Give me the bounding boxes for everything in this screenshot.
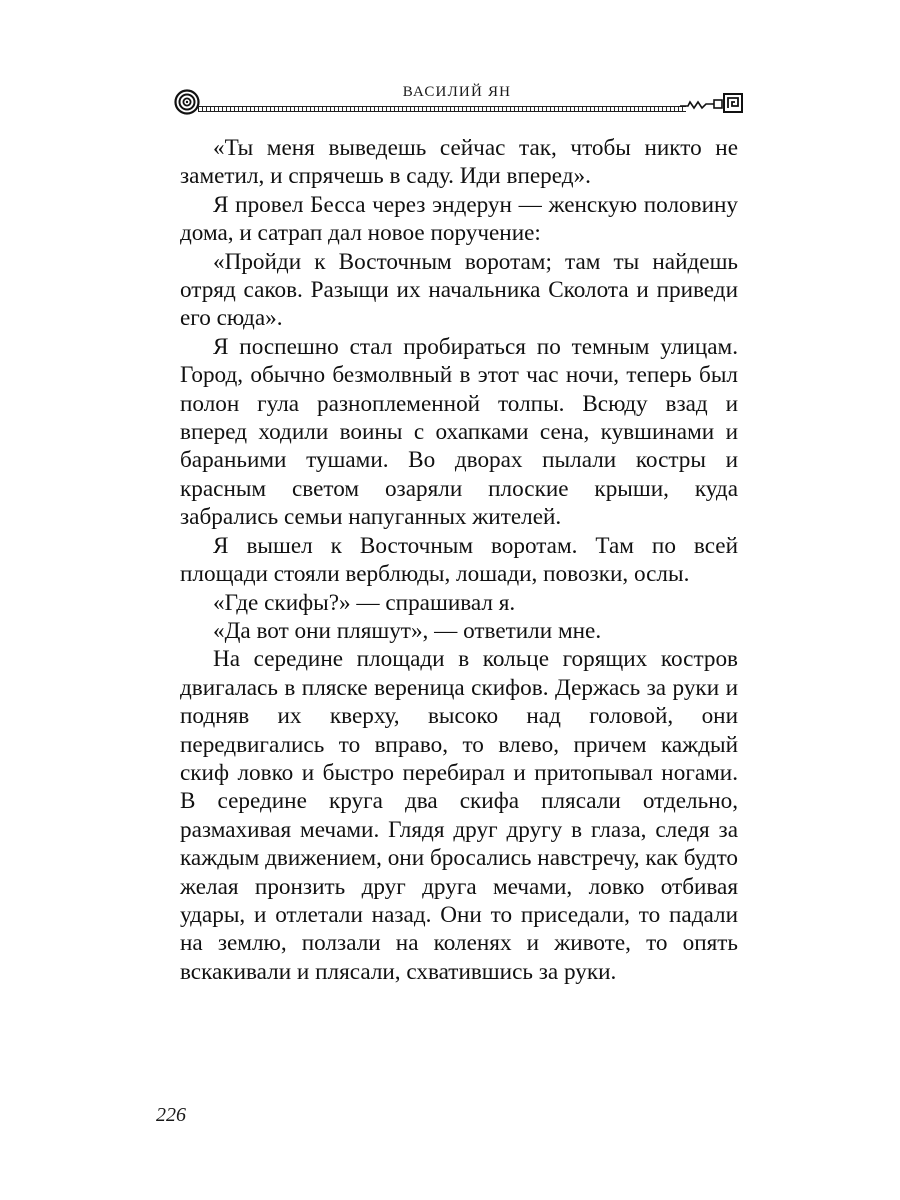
paragraph: Я поспешно стал пробираться по темным улицам. Город, обычно безмолвный в этот час ночи, теперь был полон гула разноплеменной толпы. Всюду взад и вперед ходили воины с охапками сена, кувшинами и бараньими тушами. Во дворах пылали костры и красным светом озаряли плоские крыши, куда забрались семьи напуганных жителей.: [180, 333, 738, 531]
paragraph: «Пройди к Восточным воротам; там ты найдешь отряд саков. Разыщи их начальника Сколота и приведи его сюда».: [180, 248, 738, 332]
running-head: ВАСИЛИЙ ЯН: [402, 84, 512, 100]
header-rule: [198, 106, 686, 112]
page-number: 226: [156, 1104, 186, 1126]
paragraph: На середине площади в кольце горящих костров двигалась в пляске вереница скифов. Держась за руки и подняв их кверху, высоко над головой, они передвигались то вправо, то влево, причем каждый скиф ловко и быстро перебирал и притопывал ногами. В середине круга два скифа плясали отдельно, размахивая мечами. Глядя друг другу в глаза, следя за каждым движением, они бросались навстречу, как будто желая пронзить друг друга мечами, ловко отбивая удары, и отлетали назад. Они то приседали, то падали на землю, ползали на коленях и животе, то опять вскакивали и плясали, схватившись за руки.: [180, 646, 738, 985]
paragraph: Я провел Бесса через эндерун — женскую половину дома, и сатрап дал новое поручение:: [180, 191, 738, 247]
paragraph: Я вышел к Восточным воротам. Там по всей площади стояли верблюды, лошади, повозки, ослы.: [180, 532, 738, 588]
paragraph: «Ты меня выведешь сейчас так, чтобы никто не заметил, и спрячешь в саду. Иди вперед».: [180, 135, 738, 190]
page-header: [170, 76, 744, 116]
body-text: [180, 134, 738, 986]
paragraph: «Да вот они пляшут», — ответили мне.: [213, 617, 602, 644]
paragraph: «Где скифы?» — спрашивал я.: [213, 589, 516, 616]
